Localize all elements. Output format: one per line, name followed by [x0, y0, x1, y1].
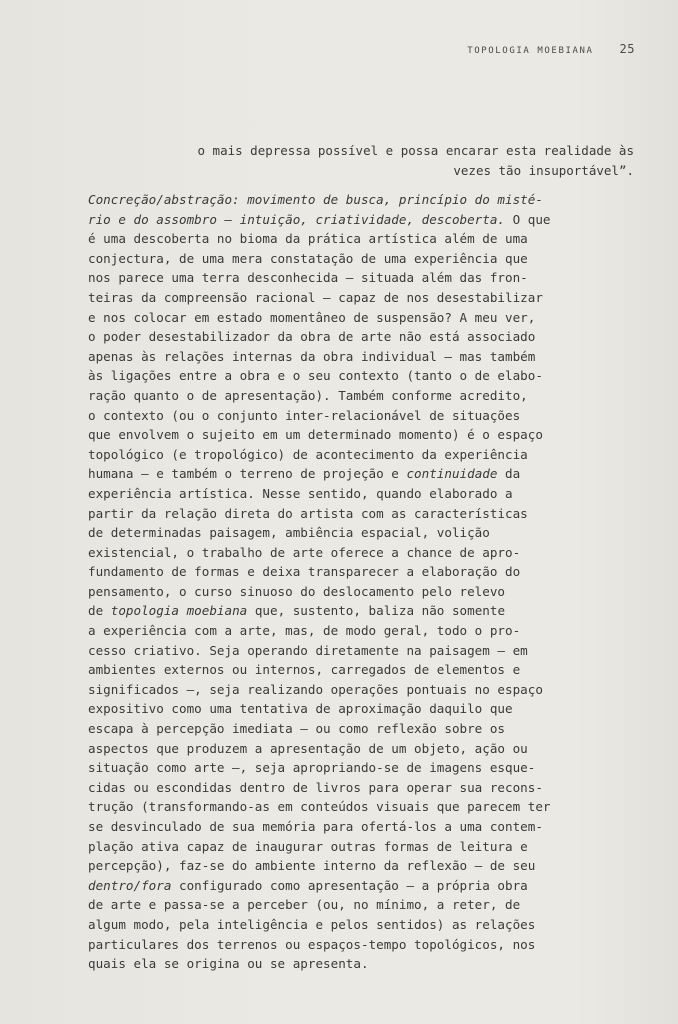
text-span: da: [497, 466, 521, 482]
text-line: percepção), faz-se do ambiente interno da reflexão – de seu: [88, 858, 536, 874]
text-line: cesso criativo. Seja operando diretamente na paisagem – em: [88, 642, 528, 658]
text-line: o contexto (ou o conjunto inter-relacionável de situações: [88, 407, 521, 423]
text-line: [88, 190, 636, 210]
text-line: [88, 210, 636, 230]
text-line: se desvinculado de sua memória para ofertá-los a uma contem-: [88, 819, 543, 834]
text-line: o poder desestabilizador da obra de arte não está associado: [88, 329, 536, 345]
text-line: algum modo, pela inteligência e pelos sentidos) as relações: [88, 916, 536, 932]
italic-text: Concreção/abstração: movimento de busca, princípio do misté-: [88, 192, 543, 207]
text-line: às ligações entre a obra e o seu contexto (tanto o de elabo-: [88, 368, 543, 384]
text-line: e nos colocar em estado momentâneo de suspensão? A meu ver,: [88, 309, 536, 325]
text-line: teiras da compreensão racional – capaz de nos desestabilizar: [88, 289, 543, 305]
text-line: experiência artística. Nesse sentido, quando elaborado a: [88, 485, 513, 501]
text-line: [88, 464, 636, 484]
text-line: ração quanto o de apresentação). Também conforme acredito,: [88, 387, 528, 403]
text-line: fundamento de formas e deixa transparecer a elaboração do: [88, 564, 521, 580]
quote-line: vezes tão insuportável”.: [453, 163, 634, 178]
text-line: quais ela se origina ou se apresenta.: [88, 956, 369, 972]
page-number: 25: [619, 42, 635, 56]
running-head: [467, 42, 635, 56]
text-line: partir da relação direta do artista com as características: [88, 505, 528, 521]
text-line: existencial, o trabalho de arte oferece a chance de apro-: [88, 544, 521, 560]
text-line: [88, 601, 636, 621]
italic-text: rio e do assombro – intuição, criatividade, descoberta.: [88, 211, 506, 227]
text-line: trução (transformando-as em conteúdos visuais que parecem ter: [88, 799, 551, 815]
text-line: topológico (e tropológico) de acontecimento da experiência: [88, 446, 528, 462]
text-line: escapa à percepção imediata – ou como reflexão sobre os: [88, 721, 506, 737]
running-title: TOPOLOGIA MOEBIANA: [467, 46, 594, 56]
text-line: plação ativa capaz de inaugurar outras formas de leitura e: [88, 838, 528, 854]
text-line: nos parece uma terra desconhecida – situada além das fron-: [88, 270, 528, 286]
quote-end: [174, 141, 634, 181]
text-line: significados –, seja realizando operações pontuais no espaço: [88, 681, 543, 697]
text-line: cidas ou escondidas dentro de livros para operar sua recons-: [88, 779, 543, 795]
text-span: de: [88, 603, 111, 619]
quote-line: o mais depressa possível e possa encarar esta realidade às: [197, 143, 634, 158]
text-line: é uma descoberta no bioma da prática artística além de uma: [88, 231, 528, 247]
text-line: expositivo como uma tentativa de aproximação daquilo que: [88, 701, 513, 717]
text-line: aspectos que produzem a apresentação de um objeto, ação ou: [88, 740, 528, 756]
text-line: apenas às relações internas da obra individual – mas também: [88, 348, 536, 364]
text-line: particulares dos terrenos ou espaços-tempo topológicos, nos: [88, 936, 536, 952]
text-line: [88, 876, 636, 896]
text-line: ambientes externos ou internos, carregados de elementos e: [88, 662, 521, 678]
text-line: conjectura, de uma mera constatação de uma experiência que: [88, 250, 528, 266]
text-line: de arte e passa-se a perceber (ou, no mínimo, a reter, de: [88, 897, 521, 913]
italic-text: dentro/fora: [88, 877, 172, 893]
body-paragraph: [88, 190, 636, 974]
italic-text: continuidade: [406, 466, 498, 482]
italic-text: topologia moebiana: [110, 603, 248, 619]
text-line: que envolvem o sujeito em um determinado momento) é o espaço: [88, 427, 543, 443]
text-span: que, sustento, baliza não somente: [247, 603, 506, 619]
text-line: de determinadas paisagem, ambiência espacial, volição: [88, 525, 490, 541]
text-span: configurado como apresentação – a própria obra: [171, 877, 528, 893]
text-span: O que: [505, 211, 551, 227]
text-line: pensamento, o curso sinuoso do deslocamento pelo relevo: [88, 583, 506, 599]
text-span: humana – e também o terreno de projeção e: [88, 466, 407, 482]
text-line: situação como arte –, seja apropriando-se de imagens esque-: [88, 760, 536, 776]
text-line: a experiência com a arte, mas, de modo geral, todo o pro-: [88, 623, 521, 639]
